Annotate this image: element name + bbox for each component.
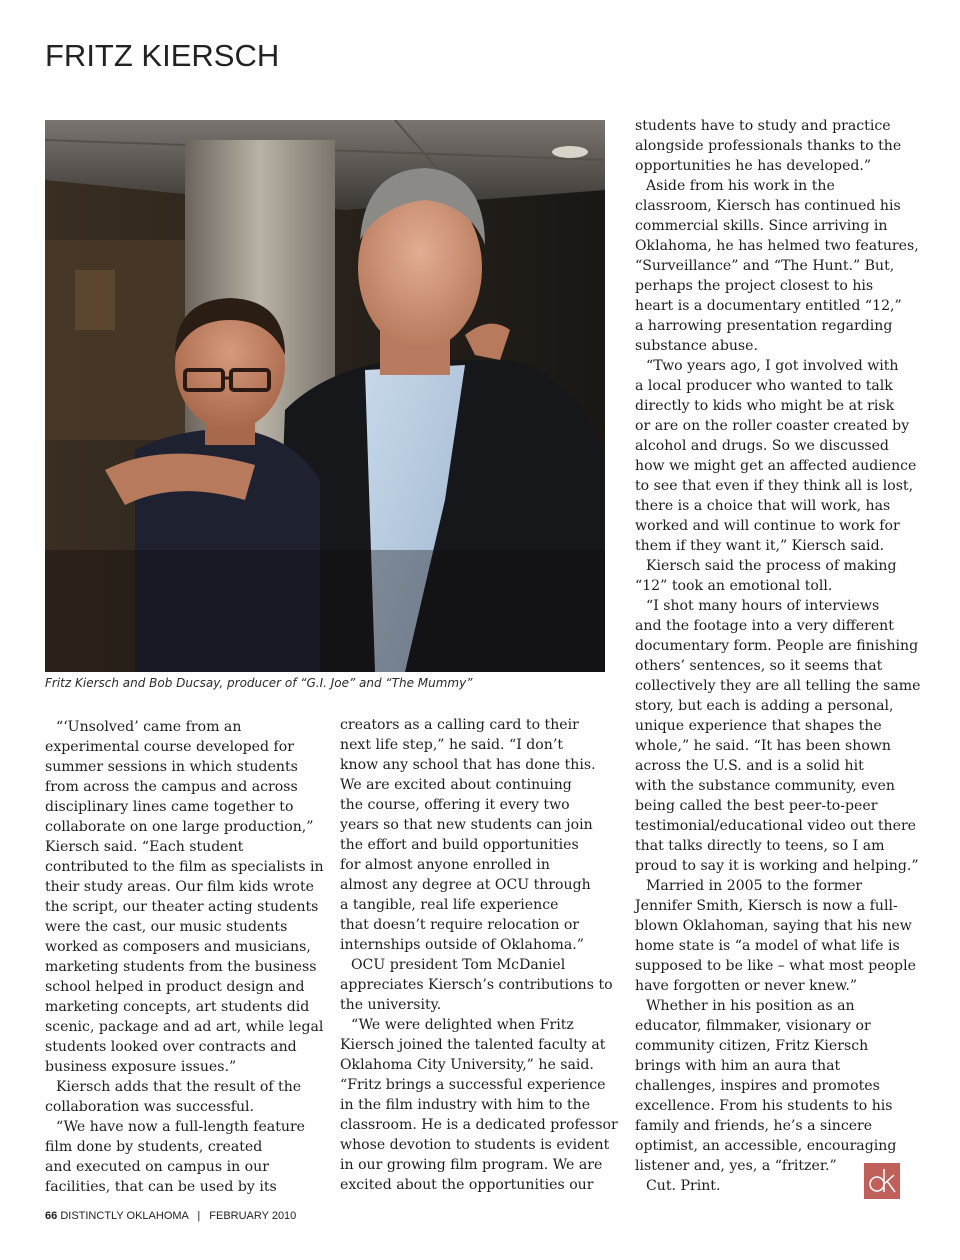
text-line: film done by students, created: [45, 1139, 263, 1155]
text-line: that doesn’t require relocation or: [340, 917, 580, 933]
text-line: marketing concepts, art students did: [45, 999, 310, 1015]
text-line: years so that new students can join: [340, 817, 593, 833]
text-line: “‘Unsolved’ came from an: [56, 719, 242, 735]
dk-logo-icon: [864, 1163, 900, 1199]
text-line: there is a choice that will work, has: [635, 498, 891, 514]
text-line: community citizen, Fritz Kiersch: [635, 1038, 869, 1054]
text-line: home state is “a model of what life is: [635, 938, 900, 954]
text-line: worked and will continue to work for: [635, 518, 900, 534]
text-line: school helped in product design and: [45, 979, 305, 995]
text-line: creators as a calling card to their: [340, 717, 579, 733]
issue-date: FEBRUARY 2010: [209, 1210, 297, 1222]
text-line: that talks directly to teens, so I am: [635, 838, 885, 854]
text-line: whose devotion to students is evident: [340, 1137, 610, 1153]
page-footer: [45, 1210, 296, 1222]
text-line: substance abuse.: [635, 338, 758, 354]
text-line: brings with him an aura that: [635, 1058, 841, 1074]
article-column-3: [635, 116, 921, 1196]
article-column-1: [45, 717, 324, 1197]
text-line: next life step,” he said. “I don’t: [340, 737, 563, 753]
text-line: Kiersch said the process of making: [646, 558, 897, 574]
footer-separator: |: [197, 1210, 201, 1222]
text-line: the effort and build opportunities: [340, 837, 579, 853]
text-line: Aside from his work in the: [646, 178, 835, 194]
text-line: Oklahoma City University,” he said.: [340, 1057, 594, 1073]
text-line: almost any degree at OCU through: [340, 877, 591, 893]
text-line: family and friends, he’s a sincere: [635, 1118, 873, 1134]
text-line: students have to study and practice: [635, 118, 891, 134]
text-line: Jennifer Smith, Kiersch is now a full-: [635, 898, 898, 914]
text-line: Kiersch said. “Each student: [45, 839, 244, 855]
text-line: students looked over contracts and: [45, 1039, 297, 1055]
text-line: alongside professionals thanks to the: [635, 138, 902, 154]
text-line: “Fritz brings a successful experience: [340, 1077, 606, 1093]
text-line: in our growing film program. We are: [340, 1157, 603, 1173]
text-line: a local producer who wanted to talk: [635, 378, 893, 394]
text-line: worked as composers and musicians,: [45, 939, 311, 955]
magazine-name: DISTINCTLY OKLAHOMA: [60, 1210, 189, 1222]
text-line: “I shot many hours of interviews: [646, 598, 880, 614]
text-line: disciplinary lines came together to: [45, 799, 294, 815]
text-line: a harrowing presentation regarding: [635, 318, 893, 334]
magazine-logo: [864, 1163, 900, 1199]
text-line: contributed to the film as specialists in: [45, 859, 324, 875]
text-line: Kiersch adds that the result of the: [56, 1079, 302, 1095]
text-line: have forgotten or never knew.”: [635, 978, 858, 994]
photo-illustration: [45, 120, 605, 672]
text-line: optimist, an accessible, encouraging: [635, 1138, 897, 1154]
text-line: marketing students from the business: [45, 959, 317, 975]
text-line: a tangible, real life experience: [340, 897, 559, 913]
text-line: from across the campus and across: [45, 779, 298, 795]
text-line: internships outside of Oklahoma.”: [340, 937, 584, 953]
text-line: alcohol and drugs. So we discussed: [635, 438, 889, 454]
text-line: commercial skills. Since arriving in: [635, 218, 888, 234]
text-line: in the film industry with him to the: [340, 1097, 591, 1113]
text-line: Married in 2005 to the former: [646, 878, 863, 894]
text-line: collaborate on one large production,”: [45, 819, 314, 835]
text-line: classroom. He is a dedicated professor: [340, 1117, 618, 1133]
text-line: how we might get an affected audience: [635, 458, 917, 474]
text-line: “Two years ago, I got involved with: [646, 358, 899, 374]
text-line: testimonial/educational video out there: [635, 818, 917, 834]
text-line: unique experience that shapes the: [635, 718, 882, 734]
text-line: business exposure issues.”: [45, 1059, 237, 1075]
article-photo: [45, 120, 605, 672]
text-line: their study areas. Our film kids wrote: [45, 879, 314, 895]
text-line: “We have now a full-length feature: [56, 1119, 306, 1135]
text-line: whole,” he said. “It has been shown: [635, 738, 891, 754]
text-line: “Surveillance” and “The Hunt.” But,: [635, 258, 895, 274]
text-line: collectively they are all telling the same: [635, 678, 921, 694]
text-line: facilities, that can be used by its: [45, 1179, 277, 1195]
text-line: perhaps the project closest to his: [635, 278, 874, 294]
text-line: being called the best peer-to-peer: [635, 798, 878, 814]
photo-caption: Fritz Kiersch and Bob Ducsay, producer of “G.I. Joe” and “The Mummy”: [45, 676, 473, 690]
text-line: appreciates Kiersch’s contributions to: [340, 977, 613, 993]
text-line: the university.: [340, 997, 442, 1013]
text-line: Whether in his position as an: [646, 998, 855, 1014]
text-line: story, but each is adding a personal,: [635, 698, 894, 714]
text-line: and the footage into a very different: [635, 618, 894, 634]
text-line: summer sessions in which students: [45, 759, 298, 775]
text-line: collaboration was successful.: [45, 1099, 255, 1115]
text-line: directly to kids who might be at risk: [635, 398, 895, 414]
text-line: the course, offering it every two: [340, 797, 570, 813]
text-line: for almost anyone enrolled in: [340, 857, 550, 873]
article-column-2: [340, 715, 618, 1195]
text-line: scenic, package and ad art, while legal: [45, 1019, 324, 1035]
text-line: OCU president Tom McDaniel: [351, 957, 566, 973]
text-line: or are on the roller coaster created by: [635, 418, 910, 434]
text-line: others’ sentences, so it seems that: [635, 658, 883, 674]
text-line: the script, our theater acting students: [45, 899, 319, 915]
text-line: with the substance community, even: [635, 778, 895, 794]
text-line: supposed to be like – what most people: [635, 958, 916, 974]
page-title: FRITZ KIERSCH: [45, 38, 280, 73]
page-number: 66: [45, 1210, 58, 1222]
text-line: Cut. Print.: [646, 1178, 721, 1194]
text-line: We are excited about continuing: [340, 777, 572, 793]
text-line: documentary form. People are finishing: [635, 638, 919, 654]
text-line: to see that even if they think all is lost,: [635, 478, 914, 494]
text-line: excellence. From his students to his: [635, 1098, 893, 1114]
text-line: challenges, inspires and promotes: [635, 1078, 880, 1094]
text-line: excited about the opportunities our: [340, 1177, 594, 1193]
text-line: classroom, Kiersch has continued his: [635, 198, 901, 214]
text-line: them if they want it,” Kiersch said.: [635, 538, 885, 554]
text-line: know any school that has done this.: [340, 757, 596, 773]
text-line: and executed on campus in our: [45, 1159, 269, 1175]
text-line: opportunities he has developed.”: [635, 158, 872, 174]
text-line: “12” took an emotional toll.: [635, 578, 833, 594]
text-line: listener and, yes, a “fritzer.”: [635, 1158, 837, 1174]
text-line: “We were delighted when Fritz: [351, 1017, 574, 1033]
text-line: educator, filmmaker, visionary or: [635, 1018, 871, 1034]
text-line: heart is a documentary entitled “12,”: [635, 298, 902, 314]
text-line: Kiersch joined the talented faculty at: [340, 1037, 606, 1053]
text-line: were the cast, our music students: [45, 919, 288, 935]
text-line: proud to say it is working and helping.”: [635, 858, 919, 874]
text-line: across the U.S. and is a solid hit: [635, 758, 864, 774]
text-line: Oklahoma, he has helmed two features,: [635, 238, 919, 254]
text-line: blown Oklahoman, saying that his new: [635, 918, 912, 934]
text-line: experimental course developed for: [45, 739, 294, 755]
